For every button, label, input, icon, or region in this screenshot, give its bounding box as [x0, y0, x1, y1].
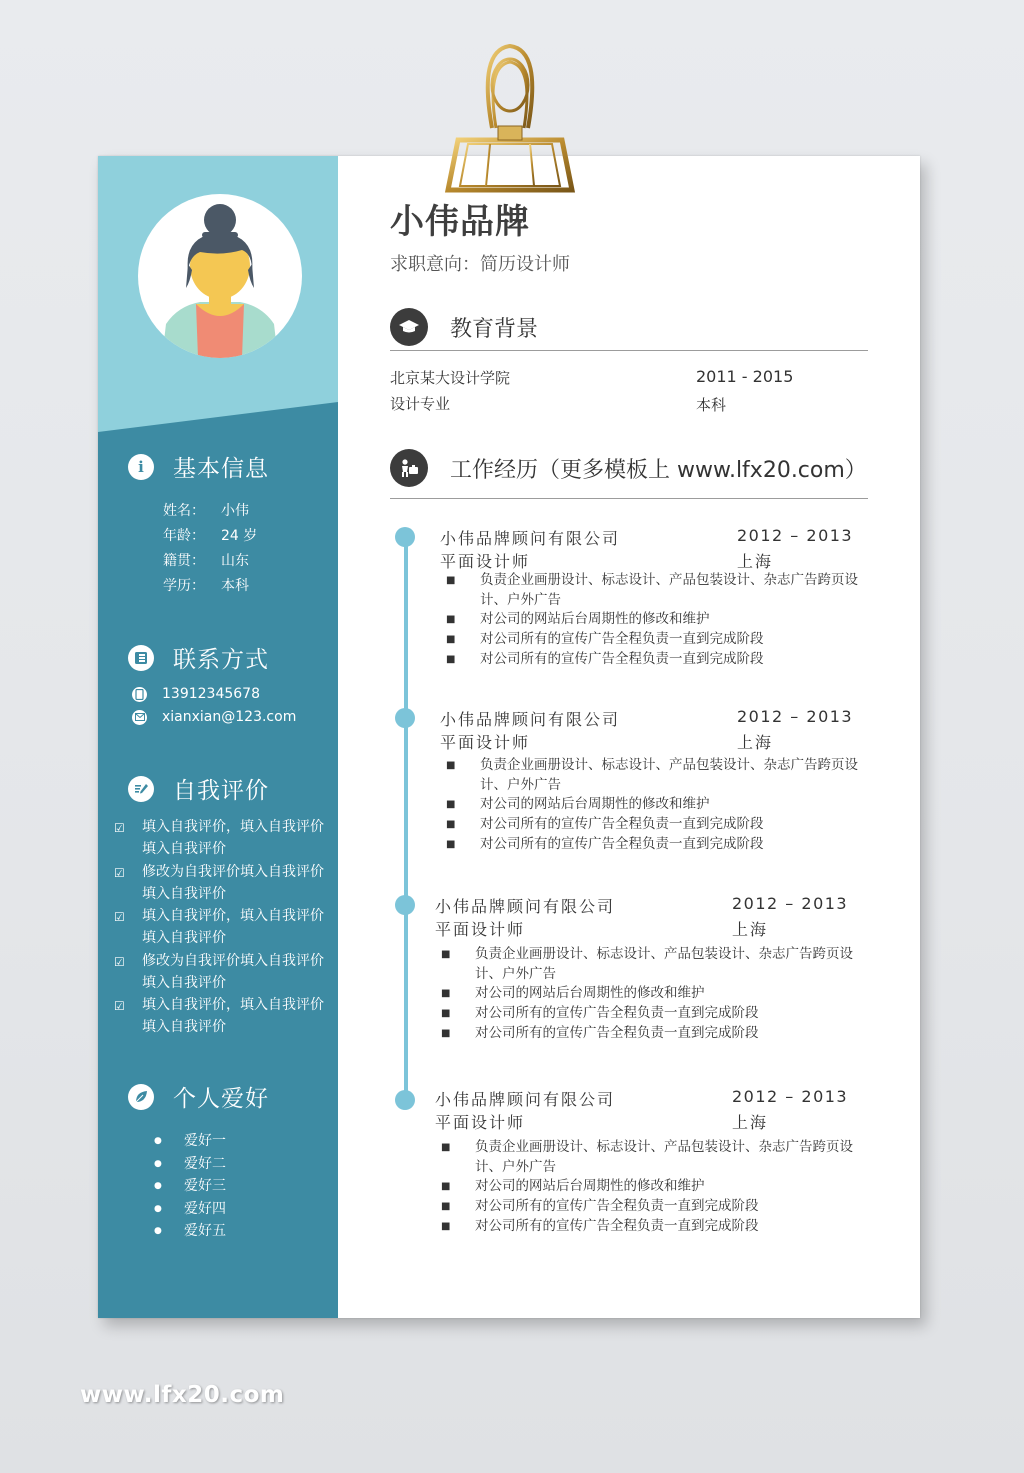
duty-list — [435, 945, 855, 1044]
list-item: ■ 对公司的网站后台周期性的修改和维护 — [441, 1178, 705, 1195]
sidebar — [98, 156, 338, 1318]
mail-icon — [132, 710, 147, 725]
checkbox-icon: ☑ — [114, 910, 125, 924]
leaf-icon — [128, 1084, 154, 1110]
timeline-dot — [395, 895, 415, 915]
list-item: ■ 对公司所有的宣传广告全程负责一直到完成阶段 — [441, 1005, 759, 1022]
checkbox-icon: ☑ — [114, 954, 125, 969]
info-row-age: 年龄： 24 岁 — [163, 528, 258, 544]
timeline-dot — [395, 708, 415, 728]
info-row-education: 学历： 本科 — [163, 578, 249, 594]
list-item: ■ 对公司所有的宣传广告全程负责一直到完成阶段 — [441, 1024, 759, 1041]
list-item: ■ 负责企业画册设计、标志设计、产品包装设计、杂志广告跨页设计、户外广告 — [446, 572, 858, 608]
list-item: ■ 对公司所有的宣传广告全程负责一直到完成阶段 — [446, 835, 764, 852]
list-item: ☑ 填入自我评价，填入自我评价填入自我评价 — [114, 816, 324, 860]
list-item: ■ 对公司所有的宣传广告全程负责一直到完成阶段 — [441, 1198, 759, 1215]
list-item: ☑ 修改为自我评价填入自我评价填入自我评价 — [114, 861, 324, 905]
female-avatar-icon — [138, 194, 302, 358]
contact-card-icon — [128, 645, 154, 671]
checkbox-icon: ☑ — [114, 821, 125, 835]
list-item: ■ 对公司的网站后台周期性的修改和维护 — [446, 796, 710, 813]
list-item: ■ 对公司所有的宣传广告全程负责一直到完成阶段 — [446, 631, 764, 648]
duty-list — [440, 756, 860, 855]
list-item: ☑ 填入自我评价，填入自我评价填入自我评价 — [114, 994, 324, 1038]
phone-icon — [132, 687, 147, 702]
graduation-cap-icon — [390, 308, 428, 346]
avatar — [138, 194, 302, 358]
education-major: 设计专业 — [390, 395, 451, 413]
basic-info-heading: i 基本信息 — [128, 450, 269, 483]
education-school: 北京某大设计学院 — [390, 369, 511, 387]
list-item: ● 爱好四 — [154, 1200, 226, 1217]
checkbox-icon: ☑ — [114, 865, 125, 880]
list-item: ■ 负责企业画册设计、标志设计、产品包装设计、杂志广告跨页设计、户外广告 — [446, 757, 858, 793]
hobbies-heading: 个人爱好 — [128, 1080, 269, 1113]
pen-icon — [128, 776, 154, 802]
briefcase-icon — [390, 449, 428, 487]
binder-clip-icon — [440, 40, 580, 210]
self-evaluation-list — [114, 816, 324, 1039]
info-icon: i — [128, 454, 154, 480]
education-degree: 本科 — [696, 396, 727, 414]
duty-list — [440, 571, 860, 670]
list-item: ● 爱好二 — [154, 1155, 226, 1172]
info-row-name: 姓名： 小伟 — [163, 503, 249, 519]
job-intent: 求职意向：简历设计师 — [390, 254, 570, 275]
list-item: ■ 对公司所有的宣传广告全程负责一直到完成阶段 — [446, 816, 764, 833]
main-content: 小伟品牌 求职意向：简历设计师 教育背景 北京某大设计学院 2011 - 2015 设计专业 本科 工作经历（更多模板上 www.lfx20.com） 小伟品牌顾问有限公司 2012 – 2013 平面设计师 上海 ■ 负责企业画册设计、标志设计、产品包装设计、杂志广告跨页设计、户外广告 ■ 对公司的网站后台周期性的修改和维护 ■ 对公司所有的宣传广告全程负责一直到完成阶段 ■ 对公司所有的宣传广告全程负责一直到完成阶段 小伟品牌顾问有限公司 2012 – 2013 平面设计师 上海 ■ 负责企业画册设计、标志设计、产品包装设计、杂志广告跨页设计、户外广告 ■ 对公司的网站后台周期性的修改和维护 ■ 对公司所有的宣传广告全程负责一直到完成阶段 ■ 对公司所有的宣传广告全程负责一直到完成阶段 小伟品牌顾问有限公司 2012 – 2013 平面设计师 上海 ■ 负责企业画册设计、标志设计、产品包装设计、杂志广告跨页设计、户外广告 ■ 对公司的网站后台周期性的修改和维护 ■ 对公司所有的宣传广告全程负责一直到完成阶段 ■ 对公司所有的宣传广告全程负责一直到完成阶段 小伟品牌顾问有限公司 2012 – 2013 平面设计师 上海 ■ 负责企业画册设计、标志设计、产品包装设计、杂志广告跨页设计、户外广告 ■ 对公司的网站后台周期性的修改和维护 ■ 对公司所有的宣传广告全程负责一直到完成阶段 ■ 对公司所有的宣传广告全程负责一直到完成阶段 — [338, 156, 920, 1318]
email-row: xianxian@123.com — [132, 709, 296, 725]
resume-name: 小伟品牌 — [390, 202, 530, 242]
contact-heading: 联系方式 — [128, 641, 269, 674]
checkbox-icon: ☑ — [114, 999, 125, 1013]
timeline-line — [404, 536, 408, 1096]
list-item: ■ 对公司所有的宣传广告全程负责一直到完成阶段 — [446, 650, 764, 667]
list-item: ☑ 修改为自我评价填入自我评价填入自我评价 — [114, 950, 324, 994]
list-item: ● 爱好五 — [154, 1223, 226, 1239]
divider — [390, 498, 868, 499]
work-heading: 工作经历（更多模板上 www.lfx20.com） — [390, 449, 867, 487]
timeline-dot — [395, 1090, 415, 1110]
hobbies-list — [154, 1130, 226, 1243]
list-item: ☑ 填入自我评价，填入自我评价填入自我评价 — [114, 905, 324, 949]
timeline-dot — [395, 527, 415, 547]
info-row-hometown: 籍贯： 山东 — [163, 553, 249, 569]
duty-list — [435, 1138, 855, 1237]
divider — [390, 350, 868, 351]
list-item: ■ 负责企业画册设计、标志设计、产品包装设计、杂志广告跨页设计、户外广告 — [441, 1139, 853, 1175]
list-item: ● 爱好一 — [154, 1133, 226, 1149]
education-years: 2011 - 2015 — [696, 367, 794, 386]
list-item: ■ 对公司所有的宣传广告全程负责一直到完成阶段 — [441, 1217, 759, 1234]
resume-paper — [98, 156, 920, 1318]
watermark: www.lfx20.com — [80, 1382, 285, 1408]
self-evaluation-heading: 自我评价 — [128, 772, 269, 805]
list-item: ■ 对公司的网站后台周期性的修改和维护 — [446, 611, 710, 628]
education-heading: 教育背景 — [390, 308, 538, 346]
list-item: ● 爱好三 — [154, 1178, 226, 1194]
list-item: ■ 负责企业画册设计、标志设计、产品包装设计、杂志广告跨页设计、户外广告 — [441, 946, 853, 982]
phone-row: 13912345678 — [132, 686, 260, 702]
list-item: ■ 对公司的网站后台周期性的修改和维护 — [441, 985, 705, 1002]
